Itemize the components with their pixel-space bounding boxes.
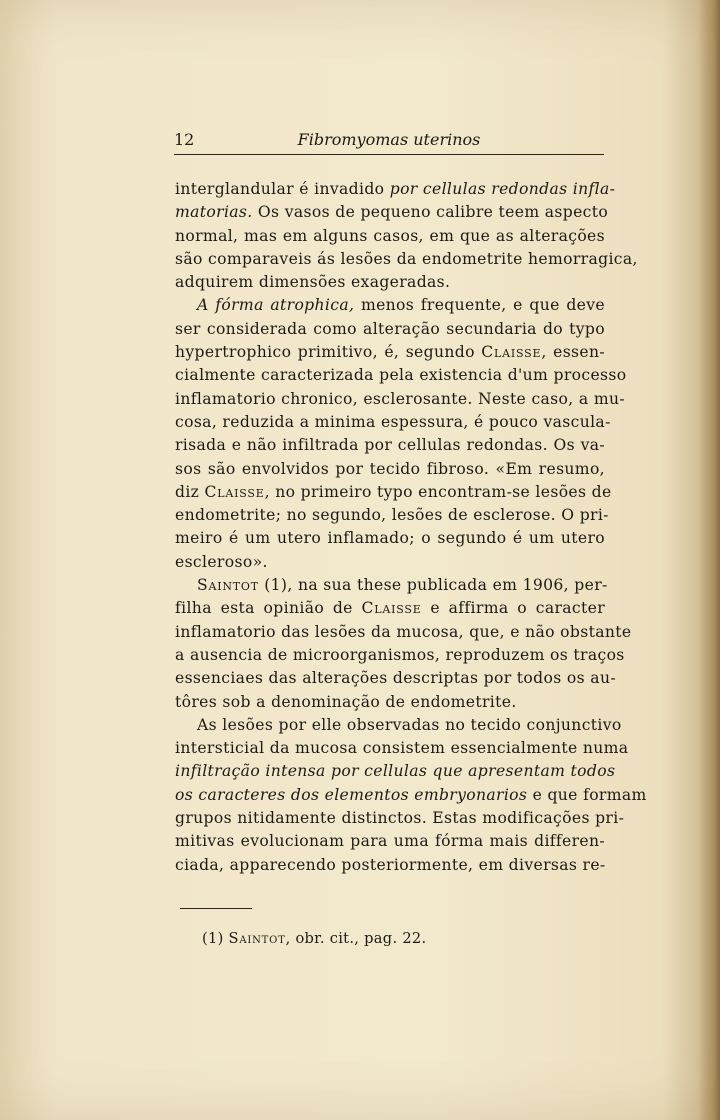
text-line	[175, 644, 625, 667]
text-run: (1), na sua these publicada em 1906, per-	[258, 576, 608, 595]
text-line	[175, 411, 611, 434]
author-name: Saintot	[197, 576, 259, 595]
text-run: intersticial da mucosa consistem essencialmente numa	[175, 739, 629, 758]
text-line	[175, 667, 616, 690]
text-run: inflamatorio chronico, esclerosante. Neste caso, a mu-	[175, 389, 625, 408]
italic-text: infiltração intensa por cellulas que apresentam todos	[175, 762, 616, 781]
text-line	[175, 201, 609, 224]
text-run: (1)	[202, 930, 229, 947]
text-line	[175, 248, 638, 271]
italic-text: por cellulas redondas infla-	[389, 180, 616, 198]
text-line	[175, 691, 605, 714]
paragraph	[175, 714, 647, 877]
text-run: são comparaveis ás lesões da endometrite hemorragica,	[175, 249, 638, 268]
author-name: Claisse	[481, 343, 542, 362]
text-line	[175, 388, 625, 411]
author-name: Claisse	[204, 482, 265, 501]
text-line	[175, 294, 605, 317]
paragraph	[175, 294, 627, 574]
text-run: filha esta opinião de	[175, 599, 362, 618]
italic-text: os caracteres dos elementos embryonarios	[175, 785, 528, 804]
italic-text: A fórma atrophica,	[197, 296, 355, 315]
text-run: ciada, apparecendo posteriormente, em diversas re-	[175, 855, 606, 874]
text-line	[175, 458, 605, 481]
text-run: cosa, reduzida a minima espessura, é pouco vascula-	[175, 412, 611, 431]
text-line	[175, 271, 605, 294]
text-run: ser considerada como alteração secundaria do typo	[175, 319, 605, 338]
text-line	[175, 854, 605, 877]
text-line	[175, 481, 612, 504]
text-line	[175, 760, 616, 783]
paragraph	[175, 178, 638, 294]
author-name: Claisse	[361, 599, 422, 618]
author-name: Saintot	[228, 930, 286, 947]
text-run: interglandular é invadido	[175, 180, 390, 198]
text-run: , obr. cit., pag. 22.	[285, 930, 427, 947]
text-run: , essen-	[541, 343, 605, 362]
footnote	[202, 930, 426, 947]
text-line	[175, 527, 605, 550]
text-run: e que formam	[527, 785, 647, 804]
body-text	[175, 178, 647, 877]
text-run: adquirem dimensões exageradas.	[175, 273, 451, 292]
text-run: inflamatorio das lesões da mucosa, que, e não obstante	[175, 622, 632, 641]
text-run: escleroso».	[175, 552, 268, 571]
running-title: Fibromyomas uterinos	[297, 130, 481, 149]
text-run: hypertrophico primitivo, é, segundo	[175, 343, 482, 362]
text-run: endometrite; no segundo, lesões de esclerose. O pri-	[175, 506, 609, 525]
text-run: grupos nitidamente distinctos. Estas modificações pri-	[175, 809, 625, 828]
text-run: meiro é um utero inflamado; o segundo é um utero	[175, 529, 605, 548]
text-line	[175, 574, 608, 597]
text-run: menos frequente, e que deve	[354, 296, 605, 315]
text-run: Os vasos de pequeno calibre teem aspecto	[252, 203, 609, 222]
text-run: normal, mas em alguns casos, em que as alterações	[175, 226, 605, 245]
text-run: diz	[175, 482, 205, 501]
footnote-rule	[180, 908, 252, 909]
text-run: As lesões por elle observadas no tecido conjunctivo	[197, 715, 622, 734]
text-run: e affirma o caracter	[421, 599, 605, 618]
text-run: a ausencia de microorganismos, reproduzem os traços	[175, 645, 625, 664]
text-line	[175, 830, 605, 853]
text-line	[175, 341, 605, 364]
page-edge-shadow	[698, 0, 720, 1120]
text-line	[175, 807, 625, 830]
text-line	[175, 318, 605, 341]
text-line	[175, 621, 632, 644]
text-line	[175, 597, 605, 620]
text-line	[175, 364, 627, 387]
text-line	[175, 737, 629, 760]
text-line	[175, 225, 605, 248]
text-line	[175, 784, 647, 807]
paragraph	[175, 574, 632, 714]
italic-text: matorias.	[175, 203, 253, 222]
text-run: , no primeiro typo encontram-se lesões de	[264, 482, 612, 501]
text-line	[175, 504, 609, 527]
text-line	[175, 434, 605, 457]
text-run: mitivas evolucionam para uma fórma mais differen-	[175, 832, 605, 851]
text-run: risada e não infiltrada por cellulas redondas. Os va-	[175, 436, 605, 455]
text-run: tôres sob a denominação de endometrite.	[175, 692, 517, 711]
text-line	[175, 714, 622, 737]
text-run: sos são envolvidos por tecido fibroso. «Em resumo,	[175, 459, 605, 478]
text-run: essenciaes das alterações descriptas por todos os au-	[175, 669, 616, 688]
text-line	[175, 551, 605, 574]
text-line	[175, 178, 616, 201]
text-run: cialmente caracterizada pela existencia d'um processo	[175, 366, 627, 385]
running-header	[174, 128, 604, 155]
page-number: 12	[174, 130, 195, 149]
